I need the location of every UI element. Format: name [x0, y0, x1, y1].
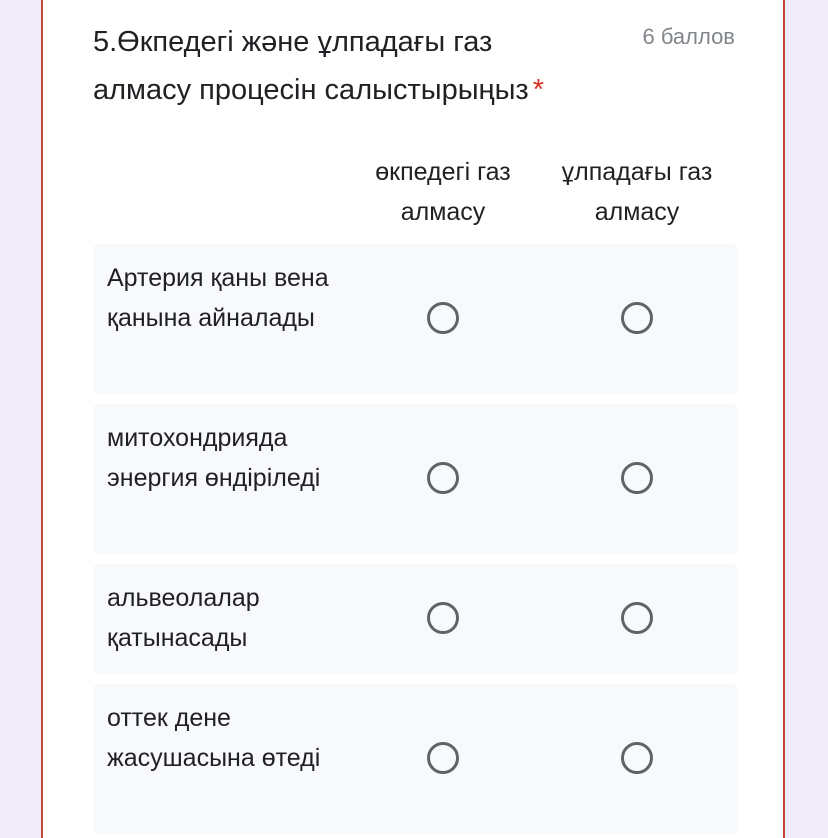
radio-row1-lung[interactable]	[427, 302, 459, 334]
column-header-tissue: ұлпадағы газ алмасу	[561, 158, 713, 226]
question-points: 6 баллов	[642, 24, 735, 49]
row-label-2: митохондрияда энергия өндіріледі	[107, 424, 321, 492]
row-label-3: альвеолалар қатынасады	[107, 584, 260, 652]
question-title-text: 5.Өкпедегі және ұлпадағы газ алмасу процесін салыстырыңыз	[93, 26, 529, 106]
row-label-1: Артерия қаны вена қанына айналады	[107, 264, 329, 332]
radio-row4-tissue[interactable]	[621, 742, 653, 774]
column-header-lung: өкпедегі газ алмасу	[375, 158, 511, 226]
radio-row2-tissue[interactable]	[621, 462, 653, 494]
radio-row3-lung[interactable]	[427, 602, 459, 634]
grid-row-1	[93, 244, 738, 394]
radio-row3-tissue[interactable]	[621, 602, 653, 634]
grid-row-2	[93, 404, 738, 554]
row-label-4: оттек дене жасушасына өтеді	[107, 704, 321, 772]
radio-row1-tissue[interactable]	[621, 302, 653, 334]
grid-row-3	[93, 564, 738, 674]
question-title	[93, 18, 593, 114]
question-card	[41, 0, 785, 838]
radio-row2-lung[interactable]	[427, 462, 459, 494]
required-marker: *	[532, 74, 545, 106]
grid-row-4	[93, 684, 738, 834]
radio-row4-lung[interactable]	[427, 742, 459, 774]
